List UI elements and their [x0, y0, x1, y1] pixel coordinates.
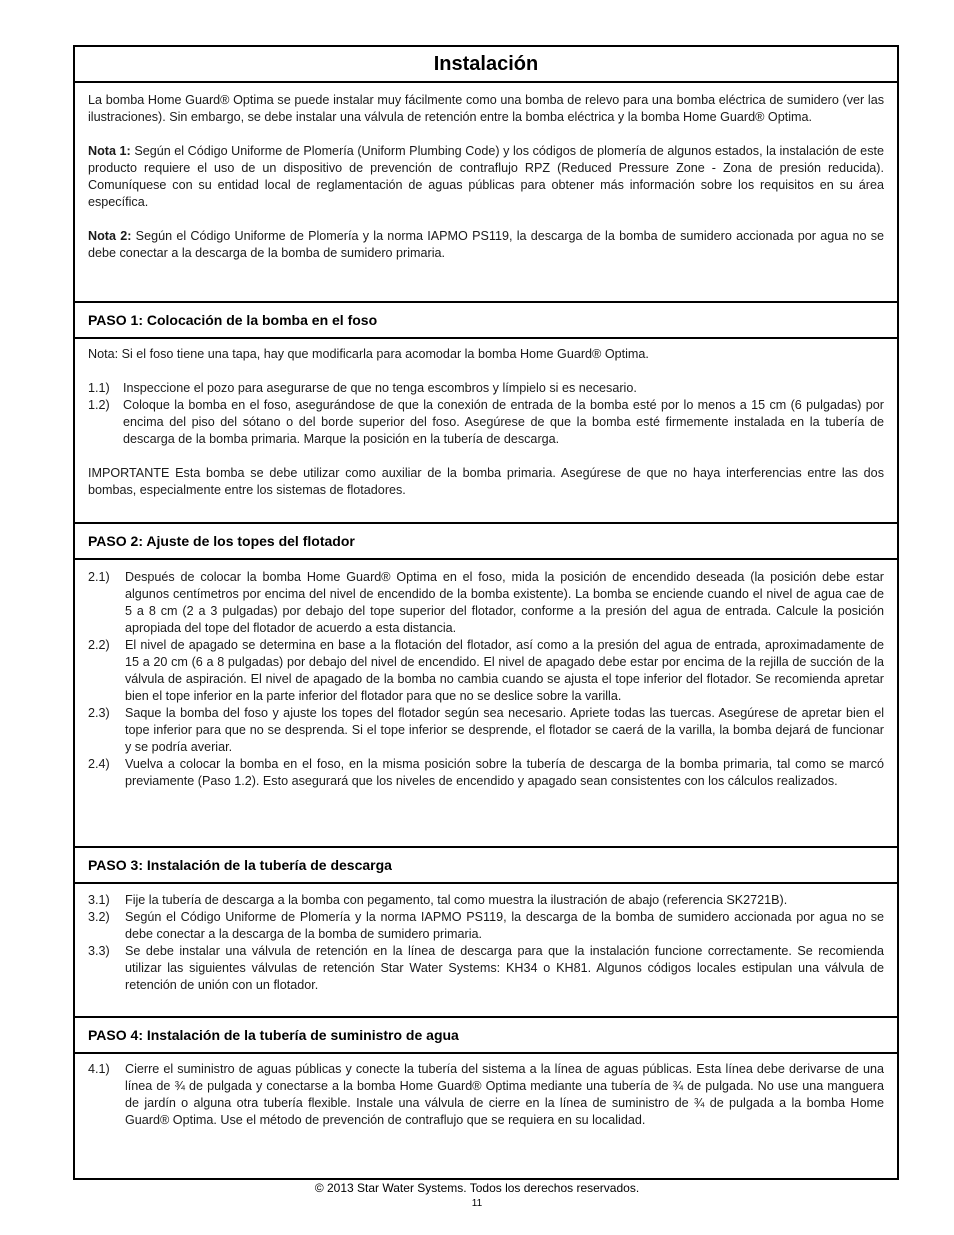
step-item-text: Vuelva a colocar la bomba en el foso, en la misma posición sobre la tubería de descarga de la bomba primaria, tal como se marcó previamente (Paso 1.2). Esto asegurará que los niveles de encendido y apagado sean consistentes con los cálculos realizados.: [125, 757, 884, 788]
step-item-text: Cierre el suministro de aguas públicas y conecte la tubería del sistema a la línea de aguas públicas. Esta línea debe derivarse de una línea de ¾ de pulgada y conectarse a la bomba Home Guard® Optima mediante una tubería de ¾ de pulgada. No use una manguera de jardín o alguna otra tubería flexible. Instale una válvula de cierre en la línea de suministro de ¾ de pulgada a la bomba Home Guard® Optima. Use el método de prevención de contraflujo que se requiera en su localidad.: [125, 1062, 884, 1127]
copyright-footer: © 2013 Star Water Systems. Todos los derechos reservados.: [314, 1181, 640, 1195]
step-item: [88, 637, 884, 705]
step-item-number: 3.1): [88, 893, 110, 907]
intro-paragraph: La bomba Home Guard® Optima se puede instalar muy fácilmente como una bomba de relevo para una bomba eléctrica de sumidero (ver las ilustraciones). Sin embargo, se debe instalar una válvula de retención entre la bomba eléctrica y la bomba Home Guard® Optima.: [88, 93, 884, 124]
step-item-number: 1.1): [88, 381, 110, 395]
step-2-heading: PASO 2: Ajuste de los topes del flotador: [75, 522, 897, 560]
step-item: [88, 756, 884, 790]
step-1-heading: PASO 1: Colocación de la bomba en el foso: [75, 301, 897, 339]
note-1-label: Nota 1:: [88, 144, 131, 158]
step-item-text: Saque la bomba del foso y ajuste los topes del flotador según sea necesario. Apriete todas las tuercas. Asegúrese de apretar bien el tope inferior para que no se desprenda. Si el tope inferior se desprende, el flotador se caerá de la varilla, la bomba dejará de funcionar y se podría averiar.: [125, 706, 884, 754]
step-item-number: 4.1): [88, 1062, 110, 1076]
step-item: [88, 1061, 884, 1129]
step-4-body: [75, 1061, 897, 1129]
installation-frame: [73, 45, 899, 1180]
note-1-text: Según el Código Uniforme de Plomería (Uniform Plumbing Code) y los códigos de plomería de algunos estados, la instalación de este producto requiere el uso de un dispositivo de prevención de contraflujo RPZ (Reduced Pressure Zone - Zona de presión reducida). Comuníquese con su entidad local de reglamentación de aguas públicas para obtener más información sobre los requisitos en su área específica.: [88, 144, 884, 209]
step-item: [88, 892, 884, 909]
page-number: 11: [471, 1198, 483, 1209]
step-item-number: 1.2): [88, 398, 110, 412]
step-item-number: 2.1): [88, 570, 110, 584]
step-item-text: Según el Código Uniforme de Plomería y la norma IAPMO PS119, la descarga de la bomba de sumidero accionada por agua no se debe conectar a la descarga de la bomba de sumidero primaria.: [125, 910, 884, 941]
note-2-text: Según el Código Uniforme de Plomería y la norma IAPMO PS119, la descarga de la bomba de sumidero accionada por agua no se debe conectar a la descarga de la bomba de sumidero primaria.: [88, 229, 885, 260]
step-item: [88, 909, 884, 943]
step-item-number: 3.3): [88, 944, 110, 958]
step-item-text: Fije la tubería de descarga a la bomba con pegamento, tal como muestra la ilustración de abajo (referencia SK2721B).: [125, 893, 788, 907]
intro-section: [75, 92, 897, 262]
step-item: [88, 397, 884, 448]
step-item-number: 2.3): [88, 706, 110, 720]
step-item: [88, 380, 884, 397]
step-1-body: [75, 346, 897, 499]
step-item-text: Se debe instalar una válvula de retención en la línea de descarga para que la instalación funcione correctamente. Se recomienda utilizar las siguientes válvulas de retención Star Water Systems: KH34 o KH81. Algunos códigos locales estipulan una válvula de retención de unión con un flotador.: [125, 944, 884, 992]
step-2-body: [75, 569, 897, 790]
step-4-heading: PASO 4: Instalación de la tubería de suministro de agua: [75, 1016, 897, 1054]
step-item-text: Después de colocar la bomba Home Guard® Optima en el foso, mida la posición de encendido deseada (la posición debe estar algunos centímetros por encima del nivel de encendido de la bomba existente). La bomba se enciende cuando el nivel de agua cae de 5 a 8 cm (2 a 3 pulgadas) por debajo del tope superior del flotador, conforme a la presión del agua de entrada. Calcule la posición apropiada del tope del flotador de acuerdo a esta distancia.: [125, 570, 884, 635]
step-item-text: Inspeccione el pozo para asegurarse de que no tenga escombros y límpielo si es necesario.: [123, 381, 637, 395]
step-1-important: IMPORTANTE Esta bomba se debe utilizar como auxiliar de la bomba primaria. Asegúrese de que no haya interferencias entre las dos bombas, especialmente entre los sistemas de flotadores.: [88, 466, 884, 497]
step-item: [88, 569, 884, 637]
step-item-number: 3.2): [88, 910, 110, 924]
step-item-number: 2.4): [88, 757, 110, 771]
note-1: [88, 143, 884, 211]
step-3-heading: PASO 3: Instalación de la tubería de descarga: [75, 846, 897, 884]
page-title: Instalación: [75, 47, 897, 83]
step-item-number: 2.2): [88, 638, 110, 652]
step-item-text: El nivel de apagado se determina en base a la flotación del flotador, así como a la presión del agua de entrada, aproximadamente de 15 a 20 cm (6 a 8 pulgadas) por debajo del nivel de encendido. El nivel de apagado debe estar por encima de la rejilla de succión de la válvula de aspiración. El nivel de apagado de la bomba no cambia cuando se ajusta el tope inferior del flotador. Se recomienda apretar bien el tope inferior en la parte inferior del flotador para que no se deslice sobre la varilla.: [125, 638, 884, 703]
note-2: [88, 228, 884, 262]
step-1-note: Nota: Si el foso tiene una tapa, hay que modificarla para acomodar la bomba Home Guard® Optima.: [88, 347, 649, 361]
step-3-body: [75, 892, 897, 994]
step-item: [88, 705, 884, 756]
step-item: [88, 943, 884, 994]
step-item-text: Coloque la bomba en el foso, asegurándose de que la conexión de entrada de la bomba esté por lo menos a 15 cm (6 pulgadas) por encima del piso del sótano o del borde superior del foso. Asegúrese de que la bomba esté firmemente instalada en la tubería de descarga de la bomba primaria. Marque la posición en la tubería de descarga.: [123, 398, 884, 446]
note-2-label: Nota 2:: [88, 229, 132, 243]
